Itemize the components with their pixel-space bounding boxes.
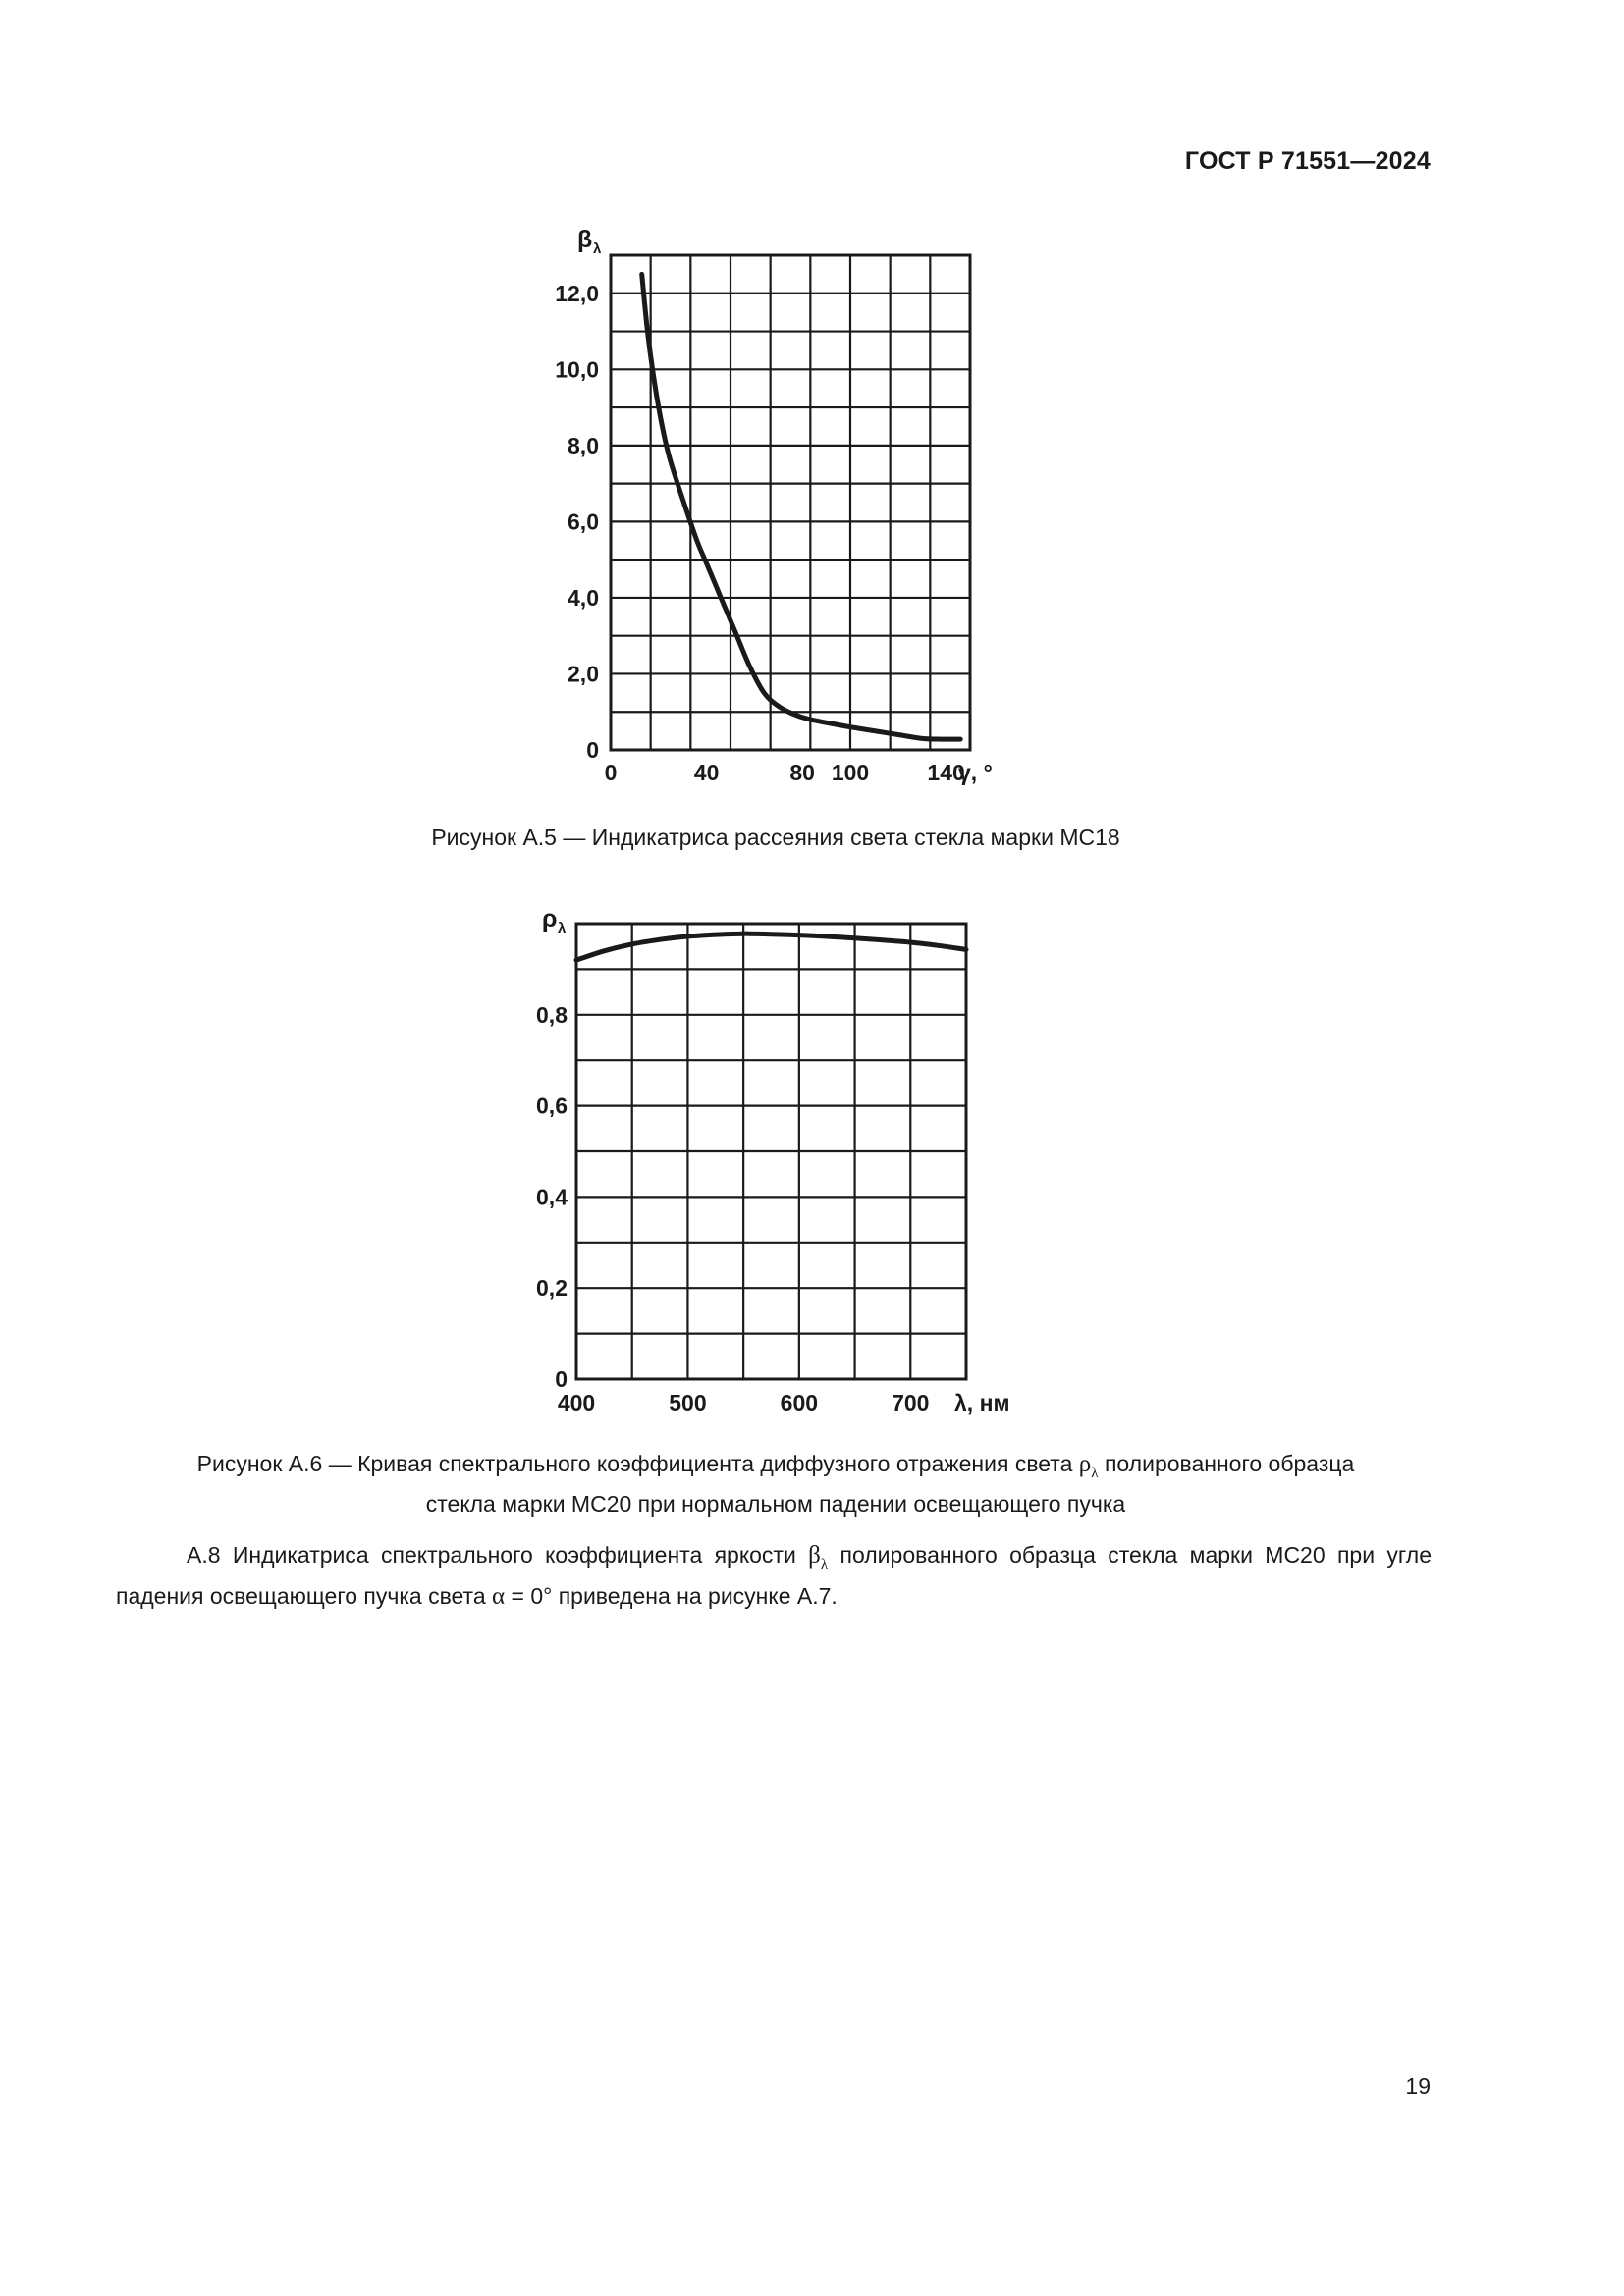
y-tick-label: 4,0 xyxy=(568,584,599,611)
rho-symbol-sub: λ xyxy=(1091,1466,1099,1481)
beta-symbol xyxy=(808,1542,829,1573)
x-tick-label: 400 xyxy=(557,1390,596,1415)
x-axis-label: λ, нм xyxy=(954,1390,1010,1415)
figure-a5-chart xyxy=(0,0,1624,805)
y-axis-label: ρ xyxy=(542,905,558,933)
plot-frame xyxy=(611,255,970,750)
x-tick-label: 500 xyxy=(669,1390,707,1415)
figure-a6-caption-part2: полированного образца xyxy=(1104,1451,1355,1476)
figure-a5-grid xyxy=(611,255,970,750)
y-tick-label: 2,0 xyxy=(568,661,599,687)
x-tick-label: 700 xyxy=(892,1390,930,1415)
alpha-symbol: α xyxy=(492,1583,506,1610)
x-tick-label: 0 xyxy=(604,760,618,785)
x-tick-label: 100 xyxy=(831,760,870,785)
page-number: 19 xyxy=(1405,2073,1431,2099)
figure-a6-curve xyxy=(576,934,966,960)
figure-a6-caption xyxy=(98,1449,1453,1520)
y-tick-label: 6,0 xyxy=(568,508,599,535)
figure-a6-grid xyxy=(576,924,966,1379)
x-tick-label: 80 xyxy=(789,760,815,785)
beta-symbol-base: β xyxy=(808,1542,821,1569)
y-axis-label-sub: λ xyxy=(593,240,602,257)
rho-symbol-base: ρ xyxy=(1078,1451,1092,1477)
paragraph-a8 xyxy=(116,1539,1432,1613)
y-axis-label-sub: λ xyxy=(558,920,567,936)
rho-symbol xyxy=(1078,1451,1099,1481)
y-tick-label: 0 xyxy=(586,737,599,763)
x-axis-label: γ, ° xyxy=(958,760,993,785)
y-tick-label: 0,6 xyxy=(536,1093,568,1119)
paragraph-a8-part1: А.8 Индикатриса спектрального коэффициента яркости xyxy=(187,1542,796,1568)
beta-symbol-sub: λ xyxy=(820,1557,829,1573)
paragraph-a8-part3: = 0° приведена на рисунке А.7. xyxy=(511,1583,838,1609)
document-header: ГОСТ Р 71551—2024 xyxy=(1184,147,1431,175)
y-tick-label: 0 xyxy=(555,1366,568,1392)
data-curve xyxy=(576,934,966,960)
y-tick-label: 0,4 xyxy=(536,1184,568,1210)
paragraph-a8-part2: полированного образца стекла марки МС20 при угле падения освещающего пучка света xyxy=(116,1542,1432,1609)
figure-a6-chart xyxy=(0,883,1624,1492)
x-tick-label: 140 xyxy=(927,760,965,785)
y-tick-label: 10,0 xyxy=(555,356,599,383)
y-tick-label: 0,2 xyxy=(536,1275,568,1302)
x-tick-label: 600 xyxy=(780,1390,819,1415)
y-tick-label: 8,0 xyxy=(568,432,599,458)
y-tick-label: 0,8 xyxy=(536,1001,568,1028)
y-axis-label: β xyxy=(577,226,593,253)
x-tick-label: 40 xyxy=(693,760,720,785)
figure-a6-caption-line1 xyxy=(98,1449,1453,1489)
figure-a6-caption-part1: Рисунок А.6 — Кривая спектрального коэффициента диффузного отражения света xyxy=(196,1451,1073,1476)
figure-a6-caption-line2: стекла марки МС20 при нормальном падении освещающего пучка xyxy=(425,1491,1126,1517)
figure-a5-caption: Рисунок А.5 — Индикатриса рассеяния света стекла марки МС18 xyxy=(431,825,1120,850)
y-tick-label: 12,0 xyxy=(555,280,599,306)
figure-a6-labels xyxy=(536,905,1009,1415)
